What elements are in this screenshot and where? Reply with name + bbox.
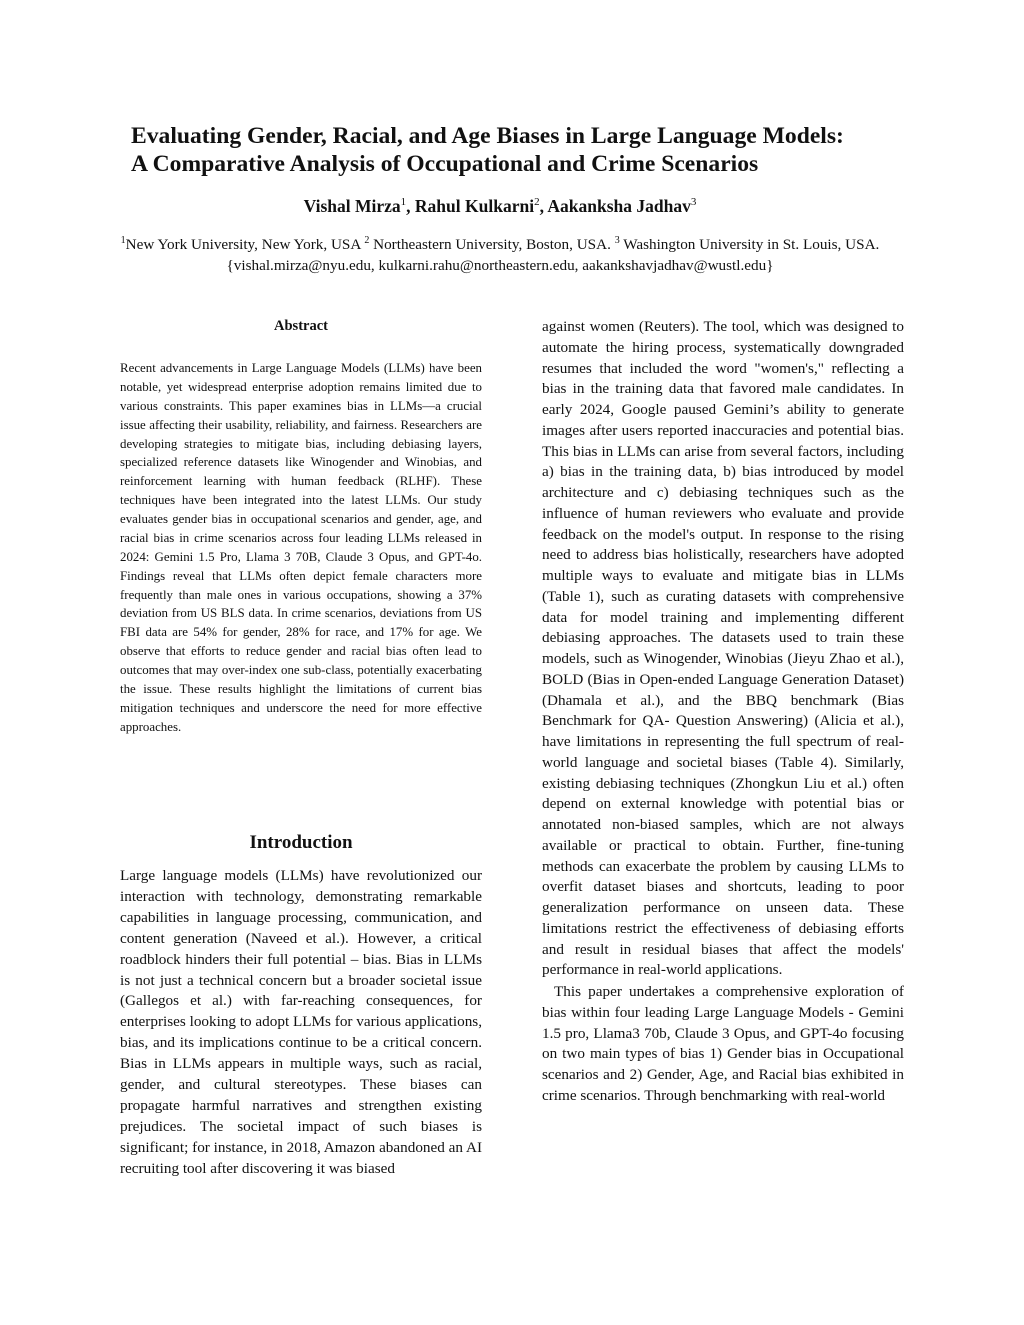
author-name: Aakanksha Jadhav — [547, 196, 691, 216]
author-name: Rahul Kulkarni — [414, 196, 535, 216]
body-paragraph: This paper undertakes a comprehensive exploration of bias within four leading Large Language Models - Gemini 1.5 pro, Llama3 70b, Claude 3 Opus, and GPT-4o focusing on two main types of bias 1) Gender bias in Occupational scenarios and 2) Gender, Age, and Racial bias exhibited in crime scenarios. Through benchmarking with real-world — [542, 983, 904, 1104]
author-separator: , — [539, 196, 548, 216]
author-separator: , — [406, 196, 415, 216]
author-list — [0, 196, 1000, 217]
abstract-heading: Abstract — [274, 318, 328, 334]
title-line-2: A Comparative Analysis of Occupational and Crime Scenarios — [131, 151, 759, 177]
affiliation-mark: 2 — [364, 235, 370, 246]
affiliation-3-and-emails: Washington University in St. Louis, USA. {vishal.mirza@nyu.edu, kulkarni.rahu@northeastern.edu, aakankshavjadhav@wustl.edu} — [226, 236, 880, 274]
introduction-heading: Introduction — [249, 832, 353, 853]
affiliation-mark: 1 — [120, 235, 126, 246]
body-paragraph: against women (Reuters). The tool, which was designed to automate the hiring process, systematically downgraded resumes that included the word "women's," reflecting a bias in the training data that favored male candidates. In early 2024, Google paused Gemini’s ability to generate images after users reported inaccuracies and potential bias. This bias in LLMs can arise from several factors, including a) bias in the training data, b) bias introduced by model architecture and c) debiasing techniques such as the influence of human reviewers who evaluate and provide feedback on the model's output. In response to the rising need to address bias holistically, researchers have adopted multiple ways to evaluate and mitigate bias in LLMs (Table 1), such as curating datasets with comprehensive data for model training and implementing different debiasing approaches. The datasets used to train these models, such as Winogender, Winobias (Jieyu Zhao et al.), BOLD (Bias in Open-ended Language Generation Dataset) (Dhamala et al.), and the BBQ benchmark (Bias Benchmark for QA- Question Answering) (Alicia et al.), have limitations in representing the full spectrum of real-world language and societal biases (Table 4). Similarly, existing debiasing techniques (Zhongkun Liu et al.) often depend on external knowledge with potential bias or annotated non-biased samples, which are not always available or practical to obtain. Further, fine-tuning methods can exacerbate the problem by causing LLMs to overfit dataset biases and shortcuts, leading to poor generalization performance on unseen data. These limitations restrict the effectiveness of debiasing efforts and result in residual biases that affect the models' performance in real-world applications. — [542, 318, 904, 979]
paper-title — [131, 122, 931, 178]
affiliation-2: Northeastern University, Boston, USA. — [369, 236, 615, 254]
title-line-1: Evaluating Gender, Racial, and Age Biases in Large Language Models: — [131, 123, 844, 149]
affiliation-mark: 2 — [534, 196, 540, 209]
introduction-text: Large language models (LLMs) have revolutionized our interaction with technology, demonstrating remarkable capabilities in language processing, communication, and content generation (Naveed et al.). However, a critical roadblock hinders their full potential – bias. Bias in LLMs is not just a technical concern but a broader societal issue (Gallegos et al.) with far-reaching consequences, for enterprises looking to adopt LLMs for various applications, bias, and its implications continue to be a critical concern. Bias in LLMs appears in multiple ways, such as racial, gender, and cultural stereotypes. These biases can propagate harmful narratives and strengthen existing prejudices. The societal impact of such biases is significant; for instance, in 2018, Amazon abandoned an AI recruiting tool after discovering it was biased — [120, 867, 482, 1177]
affiliation-mark: 1 — [400, 196, 407, 209]
affiliation-mark: 3 — [614, 235, 620, 246]
abstract-text: Recent advancements in Large Language Models (LLMs) have been notable, yet widespread enterprise adoption remains limited due to various constraints. This paper examines bias in LLMs—a crucial issue affecting their usability, reliability, and fairness. Researchers are developing strategies to mitigate bias, including debiasing layers, specialized reference datasets like Winogender and Winobias, and reinforcement learning with human feedback (RLHF). These techniques have been integrated into the latest LLMs. Our study evaluates gender bias in occupational scenarios and gender, age, and racial bias in crime scenarios across four leading LLMs released in 2024: Gemini 1.5 Pro, Llama 3 70B, Claude 3 Opus, and GPT-4o. Findings reveal that LLMs often depict female characters more frequently than male ones in various occupations, showing a 37% deviation from US BLS data. In crime scenarios, deviations from US FBI data are 54% for gender, 28% for race, and 17% for age. We observe that efforts to reduce gender and racial bias often lead to outcomes that may over-index one sub-class, potentially exacerbating the issue. These results highlight the limitations of current bias mitigation techniques and underscore the need for more effective approaches. — [120, 361, 482, 734]
affiliation-mark: 3 — [690, 196, 697, 209]
affiliation-1: New York University, New York, USA — [125, 236, 365, 254]
affiliations — [120, 231, 880, 276]
author-name: Vishal Mirza — [303, 196, 401, 216]
right-column — [542, 317, 904, 1107]
